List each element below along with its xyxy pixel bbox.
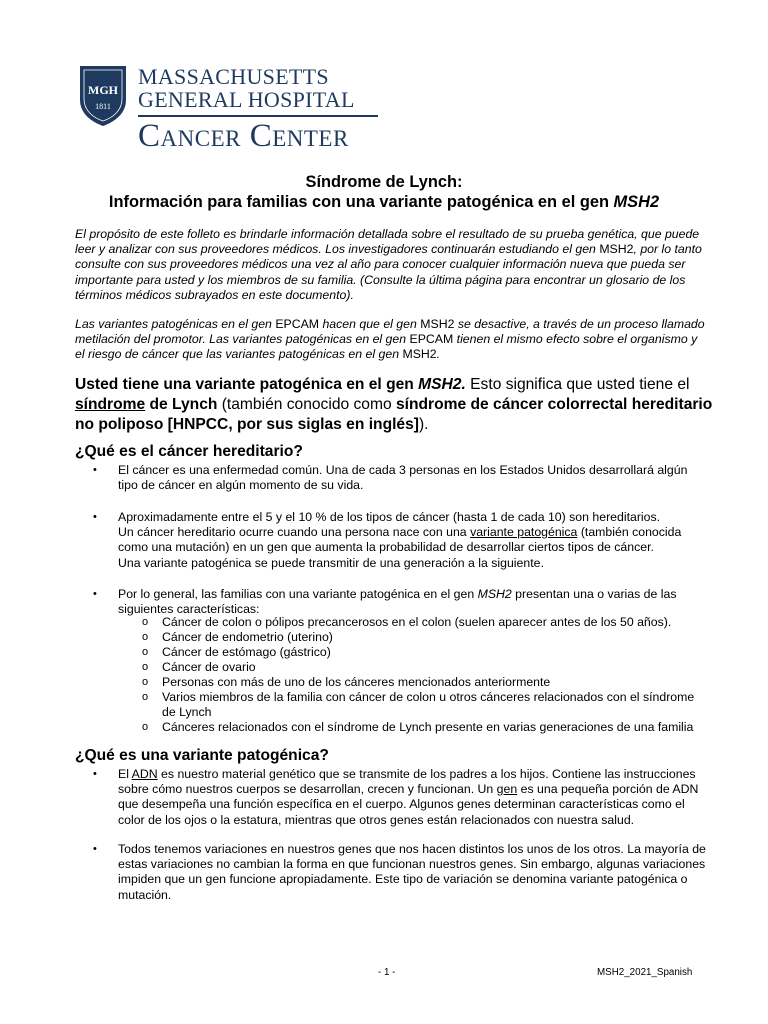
sub-bullet-icon: o — [142, 631, 149, 643]
sub-list-item: o Cáncer de endometrio (uterino) — [142, 630, 333, 644]
page-title — [0, 172, 768, 212]
list-item: • Aproximadamente entre el 5 y el 10 % de los tipos de cáncer (hasta 1 de cada 10) son hereditarios. Un cáncer hereditario ocurre cuando una persona nace con una variante patogénica (también conocida como una mutación) en un gen que aumenta la probabilidad de desarrollar ciertos tipos de cáncer. Una variante patogénica se puede transmitir de una generación a la siguiente. — [93, 510, 682, 570]
list-item: • El ADN es nuestro material genético que se transmite de los padres a los hijos. Contiene las instrucciones sobre cómo nuestros cuerpos se desarrollan, crecen y funcionan. Un gen es una pequeña porción de ADN que desempeña una función específica en el cuerpo. Algunos genes determinan características como el color de los ojos o la estatura, mientras que otros genes están relacionados con nuestra salud. — [93, 767, 699, 827]
list-item: • Todos tenemos variaciones en nuestros genes que nos hacen distintos los unos de los otros. La mayoría de estas variaciones no cambian la forma en que funcionan nuestros genes. Sin embargo, algunas variaciones impiden que un gen funcione apropiadamente. Este tipo de variación se denomina variante patogénica o mutación. — [93, 842, 706, 902]
sub-bullet-icon: o — [142, 616, 149, 628]
bullet-icon: • — [93, 843, 97, 855]
mgh-shield-icon — [78, 64, 128, 128]
mgh-cancer-center-logo — [78, 54, 388, 158]
sub-bullet-icon: o — [142, 721, 149, 733]
gen-term: gen — [496, 782, 518, 797]
sub-bullet-icon: o — [142, 661, 149, 673]
bullet-icon: • — [93, 768, 97, 780]
sub-bullet-icon: o — [142, 676, 149, 688]
sub-list-item: o Cáncer de estómago (gástrico) — [142, 645, 331, 659]
sub-bullet-icon: o — [142, 646, 149, 658]
intro-paragraph-1: El propósito de este folleto es brindarle información detallada sobre el resultado de su prueba genética, que puede leer y analizar con sus proveedores médicos. Los investigadores continuarán estudiando el gen MSH2, por lo tanto consulte con sus proveedores médicos una vez al año para conocer cualquier información nueva que pueda ser importante para usted y los miembros de su familia. (Consulte la última página para encontrar un glosario de los términos médicos subrayados en este documento). — [75, 227, 702, 302]
list-item: • El cáncer es una enfermedad común. Una de cada 3 personas en los Estados Unidos desarrollará algún tipo de cáncer en algún momento de su vida. — [93, 463, 688, 493]
title-gene: MSH2 — [613, 193, 660, 211]
sub-list-item: o Cánceres relacionados con el síndrome de Lynch presente en varias generaciones de una familia — [142, 720, 694, 734]
sub-list-item: o Cáncer de ovario — [142, 660, 256, 674]
shield-bottom-text: 1811 — [95, 102, 111, 111]
sub-list-item: o Cáncer de colon o pólipos precancerosos en el colon (suelen aparecer antes de los 50 años). — [142, 615, 672, 629]
bullet-icon: • — [93, 588, 97, 600]
logo-line-3: Cancer Center — [138, 118, 349, 154]
logo-divider — [138, 115, 378, 117]
sub-list-item: o Personas con más de uno de los cánceres mencionados anteriormente — [142, 675, 551, 689]
adn-term: ADN — [131, 767, 158, 781]
page-number: - 1 - — [378, 967, 396, 978]
title-line-2: Información para familias con una variante patogénica en el gen MSH2 — [108, 193, 660, 211]
variante-patogenica-term: variante patogénica — [470, 525, 578, 540]
sindrome-term: síndrome — [75, 396, 146, 413]
result-summary: Usted tiene una variante patogénica en el gen MSH2. Esto significa que usted tiene el síndrome de Lynch (también conocido como síndrome de cáncer colorrectal hereditario no poliposo [HNPCC, por sus siglas en inglés]). — [75, 376, 713, 433]
intro-paragraph-2: Las variantes patogénicas en el gen EPCAM hacen que el gen MSH2 se desactive, a través de un proceso llamado metilación del promotor. Las variantes patogénicas en el gen EPCAM tienen el mismo efecto sobre el organismo y el riesgo de cáncer que las variantes patogénicas en el gen MSH2. — [75, 317, 705, 362]
list-item: • Por lo general, las familias con una variante patogénica en el gen MSH2 presentan una o varias de las siguientes características: — [93, 587, 677, 617]
document-id: MSH2_2021_Spanish — [597, 967, 693, 978]
bullet-icon: • — [93, 464, 97, 476]
title-line-1: Síndrome de Lynch: — [305, 173, 463, 191]
heading-hereditary-cancer: ¿Qué es el cáncer hereditario? — [75, 443, 303, 460]
shield-top-text: MGH — [88, 83, 118, 97]
logo-line-1: MASSACHUSETTS — [138, 64, 329, 89]
bullet-icon: • — [93, 511, 97, 523]
heading-pathogenic-variant: ¿Qué es una variante patogénica? — [75, 747, 329, 764]
sub-bullet-icon: o — [142, 691, 149, 703]
sub-list-item: o Varios miembros de la familia con cáncer de colon u otros cánceres relacionados con el síndrome de Lynch — [142, 690, 695, 720]
logo-line-2: GENERAL HOSPITAL — [138, 87, 355, 112]
